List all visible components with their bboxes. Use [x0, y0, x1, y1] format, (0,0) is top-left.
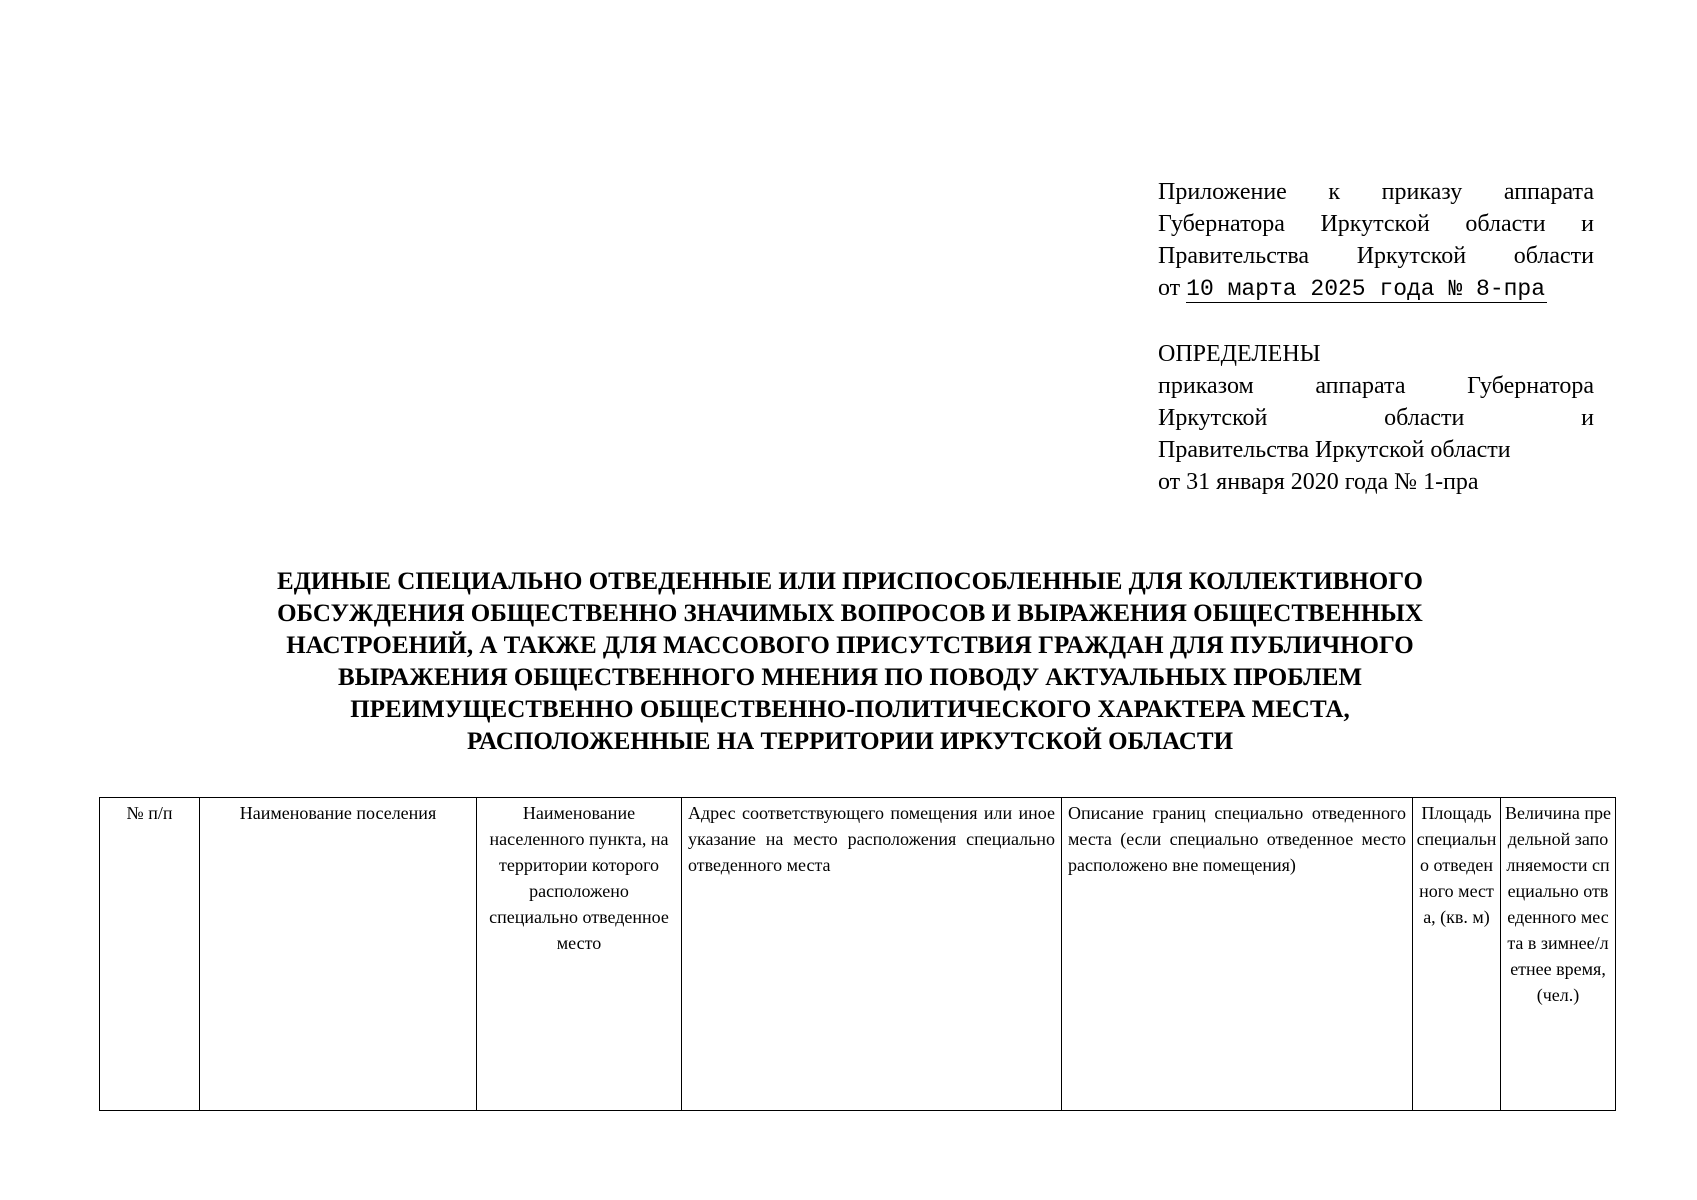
header-settlement-name: Наименование поселения	[200, 798, 477, 1111]
appendix-block	[1158, 176, 1594, 305]
appendix-line-3: Правительства Иркутской области	[1158, 243, 1594, 269]
appendix-line-2: Губернатора Иркутской области и	[1158, 211, 1594, 237]
appendix-date-line	[1158, 272, 1594, 305]
title-line-5: ПРЕИМУЩЕСТВЕННО ОБЩЕСТВЕННО-ПОЛИТИЧЕСКОГО ХАРАКТЕРА МЕСТА,	[350, 696, 1350, 723]
title-line-1: ЕДИНЫЕ СПЕЦИАЛЬНО ОТВЕДЕННЫЕ ИЛИ ПРИСПОСОБЛЕННЫЕ ДЛЯ КОЛЛЕКТИВНОГО	[277, 568, 1423, 595]
determined-line-3: Правительства Иркутской области	[1158, 437, 1511, 463]
header-area: Площадь специально отведенного места, (кв. м)	[1413, 798, 1501, 1111]
header-address: Адрес соответствующего помещения или иное указание на место расположения специально отведенного места	[682, 798, 1062, 1111]
determined-line-4: от 31 января 2020 года № 1-пра	[1158, 469, 1479, 495]
header-number: № п/п	[100, 798, 200, 1111]
appendix-line-1: Приложение к приказу аппарата	[1158, 179, 1594, 205]
header-capacity: Величина предельной заполняемости специально отведенного места в зимнее/летнее время, (чел.)	[1501, 798, 1616, 1111]
title-line-4: ВЫРАЖЕНИЯ ОБЩЕСТВЕННОГО МНЕНИЯ ПО ПОВОДУ АКТУАЛЬНЫХ ПРОБЛЕМ	[337, 664, 1363, 691]
determined-block	[1158, 338, 1594, 498]
title-line-3: НАСТРОЕНИЙ, А ТАКЖЕ ДЛЯ МАССОВОГО ПРИСУТСТВИЯ ГРАЖДАН ДЛЯ ПУБЛИЧНОГО	[286, 632, 1414, 659]
title-line-6: РАСПОЛОЖЕННЫЕ НА ТЕРРИТОРИИ ИРКУТСКОЙ ОБЛАСТИ	[466, 728, 1234, 755]
header-locality-name: Наименование населенного пункта, на территории которого расположено специально отведенное место	[477, 798, 682, 1111]
determined-line-2: Иркутской области и	[1158, 405, 1594, 431]
determined-line-1: приказом аппарата Губернатора	[1158, 373, 1594, 399]
document-title	[150, 566, 1550, 758]
determined-heading: ОПРЕДЕЛЕНЫ	[1158, 341, 1321, 367]
places-table	[99, 797, 1616, 1111]
appendix-date-value: 10 марта 2025 года № 8-пра	[1186, 276, 1546, 302]
header-boundaries: Описание границ специально отведенного места (если специально отведенное место расположено вне помещения)	[1062, 798, 1413, 1111]
title-line-2: ОБСУЖДЕНИЯ ОБЩЕСТВЕННО ЗНАЧИМЫХ ВОПРОСОВ И ВЫРАЖЕНИЯ ОБЩЕСТВЕННЫХ	[277, 600, 1423, 627]
table-header-row	[100, 798, 1616, 1111]
appendix-date-prefix: от	[1158, 275, 1181, 301]
